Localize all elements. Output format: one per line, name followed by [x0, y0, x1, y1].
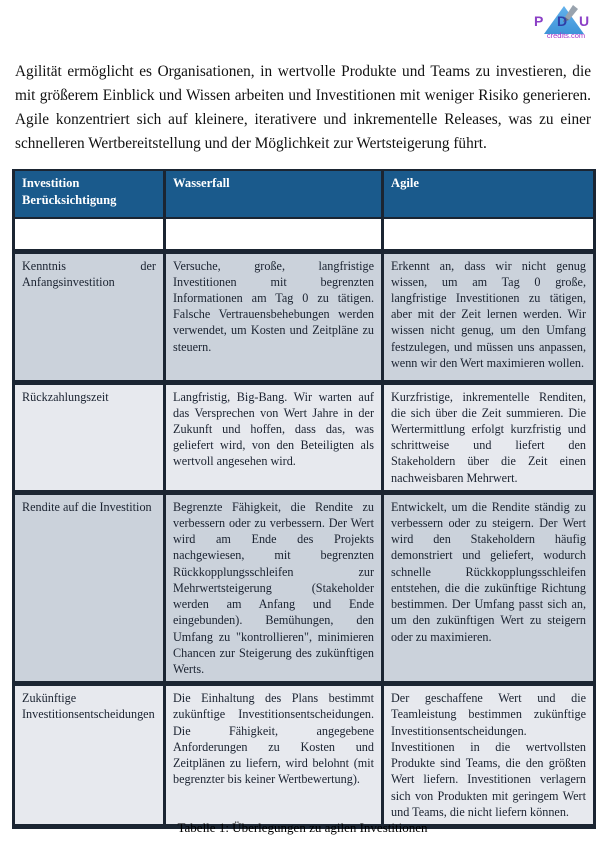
intro-paragraph: Agilität ermöglicht es Organisationen, in wertvolle Produkte und Teams zu investieren, die mit größerem Einblick und Wissen arbeiten und Investitionen mit weniger Risiko generieren. Agile konzentriert sich auf kleinere, iterativere und inkrementelle Releases, was zu einer schnelleren Wertbereitstellung und der Möglichkeit zur Wertsteigerung führt.: [15, 63, 591, 153]
row-topic-cell: Kenntnis der Anfangsinvestition: [14, 251, 165, 382]
row-topic-cell: Zukünftige Investitionsentscheidungen: [14, 684, 165, 827]
wasserfall-cell: Langfristig, Big-Bang. Wir warten auf das Versprechen von Wert Jahre in der Zukunft und hoffen, dass das, was geliefert wird, von den Beteiligten als wertvoll angesehen wird.: [165, 382, 383, 492]
table-row: [14, 382, 595, 492]
row-topic-cell: Rückzahlungszeit: [14, 382, 165, 492]
agile-cell: Erkennt an, dass wir nicht genug wissen, um am Tag 0 große, langfristige Investitionen zu tätigen, aber mit der Zeit lernen werden. Wir wissen nicht genug, um den Umfang festzulegen, und müssen uns anpassen, wenn wir den Wert maximieren wollen.: [383, 251, 595, 382]
logo: [531, 3, 593, 45]
table-row: [14, 684, 595, 827]
agile-cell: Kurzfristige, inkrementelle Renditen, die sich über die Zeit summieren. Die Wertermittlung erfolgt kurzfristig und schrittweise und liefert den Stakeholdern über die Zeit einen nachweisbaren Mehrwert.: [383, 382, 595, 492]
column-header-agile: Agile: [383, 170, 595, 218]
logo-domain: credits.com: [546, 31, 586, 40]
investment-table: [12, 169, 596, 829]
table-header-row: [14, 170, 595, 218]
spacer-cell: [165, 218, 383, 251]
wasserfall-cell: Versuche, große, langfristige Investitionen mit begrenzten Informationen am Tag 0 zu tätigen. Falsche Vertrauensbehebungen werden verwendet, um Kosten und Zeitpläne zu steuern.: [165, 251, 383, 382]
spacer-row: [14, 218, 595, 251]
agile-cell: Der geschaffene Wert und die Teamleistung bestimmen zukünftige Investitionsentscheidungen. Investitionen in die wertvollsten Produkte sind Teams, die den größten Wert liefern. Investitionen verlagern sich von Produkten mit geringem Wert und Teams, die nicht liefern können.: [383, 684, 595, 827]
agile-cell: Entwickelt, um die Rendite ständig zu verbessern oder zu steigern. Der Wert wird den Stakeholdern häufig demonstriert und geliefert, wodurch schnelle Rückkopplungsschleifen entstehen, die die zukünftige Richtung bestimmen. Der Umfang passt sich an, um den zukünftigen Wert zu steigern oder zu maximieren.: [383, 492, 595, 683]
table-row: [14, 492, 595, 683]
column-header-wasserfall: Wasserfall: [165, 170, 383, 218]
spacer-cell: [383, 218, 595, 251]
table-row: [14, 251, 595, 382]
logo-letter-p: P: [534, 13, 544, 29]
logo-letter-d: D: [557, 13, 568, 29]
spacer-cell: [14, 218, 165, 251]
wasserfall-cell: Die Einhaltung des Plans bestimmt zukünftige Investitionsentscheidungen. Die Fähigkeit, angegebene Anforderungen zu Kosten und Zeitplänen zu liefern, wird belohnt (mit begrenzter bis keiner Wertbewertung).: [165, 684, 383, 827]
row-topic-cell: Rendite auf die Investition: [14, 492, 165, 683]
logo-letter-u: U: [579, 13, 590, 29]
wasserfall-cell: Begrenzte Fähigkeit, die Rendite zu verbessern oder zu verbessern. Der Wert wird am Ende des Projekts nachgewiesen, mit begrenzten Rückkopplungsschleifen zur Mehrwertsteigerung (Stakeholder werden am Anfang und Ende eingebunden). Bemühungen, den Umfang zu "kontrollieren", minimieren Chancen zur Steigerung des zukünftigen Werts.: [165, 492, 383, 683]
column-header-topic: Investition Berücksichtigung: [14, 170, 165, 218]
table-caption: Tabelle 1: Überlegungen zu agilen Investitionen: [177, 820, 428, 835]
